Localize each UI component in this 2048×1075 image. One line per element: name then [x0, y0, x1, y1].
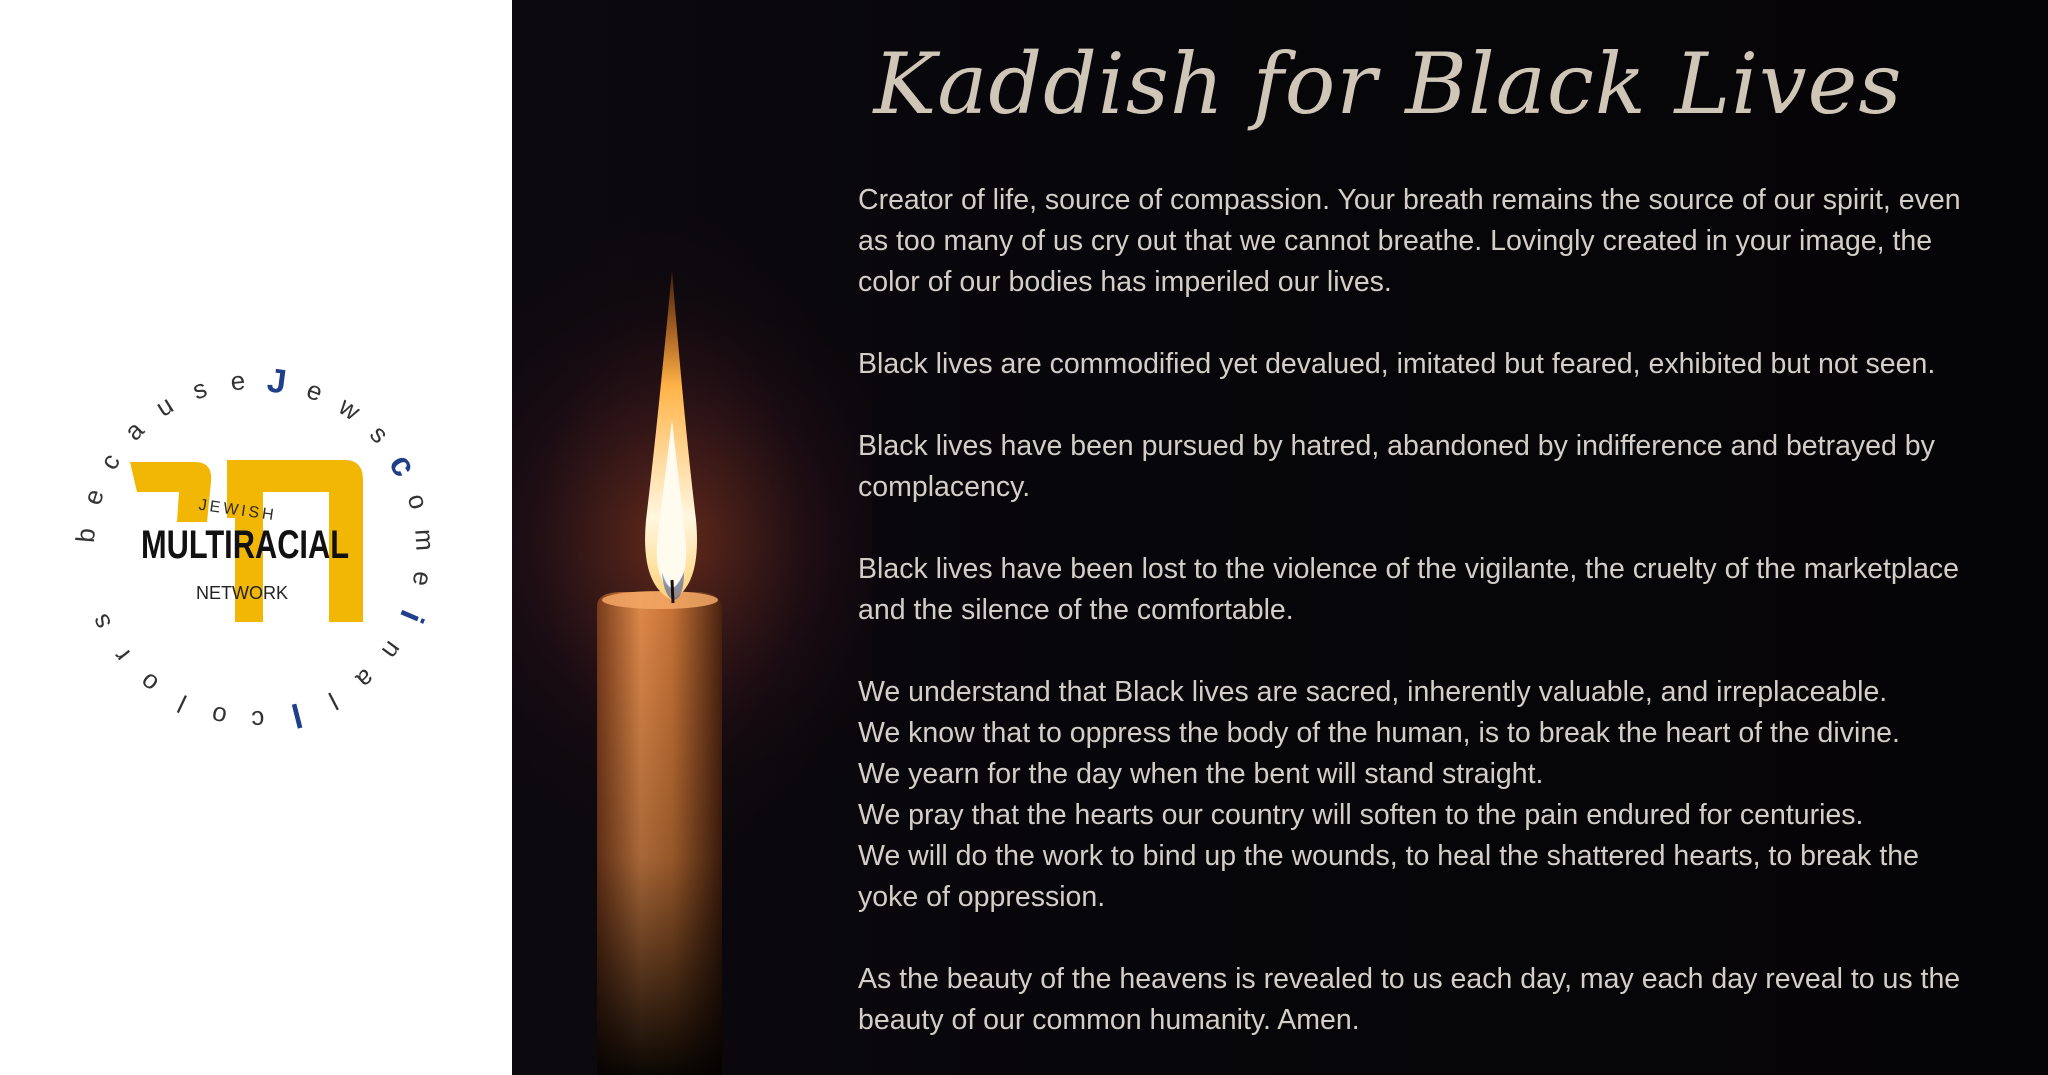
poem-line: color of our bodies has imperiled our lives. — [858, 266, 1392, 298]
poem-line: and the silence of the comfortable. — [858, 594, 1294, 626]
logo-ring-letter: e — [406, 569, 439, 589]
poem-line: As the beauty of the heavens is revealed to us each day, may each day reveal to us the — [858, 963, 1961, 995]
logo-ring-letter: u — [150, 389, 179, 423]
logo-ring-letter: m — [409, 528, 441, 552]
logo-word-network: NETWORK — [196, 583, 288, 603]
poem-body — [858, 180, 2008, 1041]
poem-line: Creator of life, source of compassion. Your breath remains the source of our spirit, even — [858, 184, 1961, 216]
logo-word-multiracial: MULTIRACIAL — [141, 523, 349, 567]
left-panel — [0, 0, 512, 1075]
logo-ring-letter: o — [208, 700, 230, 733]
logo-ring-letter: l — [323, 686, 343, 716]
logo-ring-letter: s — [84, 609, 118, 635]
logo-ring-letter: w — [333, 390, 366, 427]
poem-paragraph — [858, 672, 2008, 918]
candle-top — [602, 591, 718, 609]
logo-ring-letter: c — [93, 448, 126, 475]
poem-line: as too many of us cry out that we cannot breathe. Lovingly created in your image, the — [858, 225, 1933, 257]
poem-paragraph — [858, 959, 2008, 1041]
logo-ring-letter: c — [381, 447, 424, 484]
poem-line: Black lives have been pursued by hatred, abandoned by indifference and betrayed by — [858, 430, 1935, 462]
poem-line: We know that to oppress the body of the human, is to break the heart of the divine. — [858, 717, 1900, 749]
poem-line: Black lives are commodified yet devalued, imitated but feared, exhibited but not seen. — [858, 348, 1936, 380]
poem-line: We pray that the hearts our country will soften to the pain endured for centuries. — [858, 799, 1864, 831]
poem-line: beauty of our common humanity. Amen. — [858, 1004, 1360, 1036]
logo-ring-letter: s — [364, 418, 395, 449]
logo-ring-letter: e — [229, 365, 247, 397]
poem-line: We yearn for the day when the bent will stand straight. — [858, 758, 1544, 790]
logo-ring-letter: J — [265, 361, 289, 402]
poem-line: We understand that Black lives are sacred, inherently valuable, and irreplaceable. — [858, 676, 1888, 708]
logo-word-jewish: JEWISH — [197, 496, 278, 525]
logo-ring-letter: n — [375, 635, 409, 666]
logo-ring-letter: a — [350, 663, 381, 696]
logo-ring-letter: o — [133, 666, 164, 700]
candle-body-shade — [597, 592, 722, 1075]
logo-ring-letter: r — [106, 642, 136, 668]
logo-ring-letter: a — [118, 414, 150, 447]
logo-ring-letter: c — [251, 705, 265, 736]
candle-wick — [672, 580, 673, 603]
logo-ring-letter: l — [287, 695, 306, 735]
jewish-multiracial-network-logo — [45, 340, 465, 760]
candle-illustration — [512, 0, 872, 1075]
logo-ring-letter: l — [172, 688, 192, 719]
poem-line: Black lives have been lost to the violence of the vigilante, the cruelty of the marketplace — [858, 553, 1960, 585]
poem-content — [858, 0, 2008, 1075]
poem-paragraph — [858, 344, 2008, 385]
logo-ring-letter: e — [76, 485, 110, 509]
poem-panel — [512, 0, 2048, 1075]
poem-paragraph — [858, 426, 2008, 508]
logo-ring-letter: e — [302, 374, 327, 408]
poem-line: complacency. — [858, 471, 1031, 503]
poem-paragraph — [858, 180, 2008, 303]
poem-paragraph — [858, 549, 2008, 631]
poem-line: We will do the work to bind up the wounds, to heal the shattered hearts, to break the — [858, 840, 1919, 872]
logo-ring-letter: i — [392, 604, 431, 629]
poem-title: Kaddish for Black Lives — [873, 35, 1903, 133]
logo-ring-letter: o — [401, 490, 435, 513]
poem-line: yoke of oppression. — [858, 881, 1106, 913]
logo-ring-letter: b — [69, 526, 102, 544]
logo-ring-letter: s — [188, 372, 211, 406]
